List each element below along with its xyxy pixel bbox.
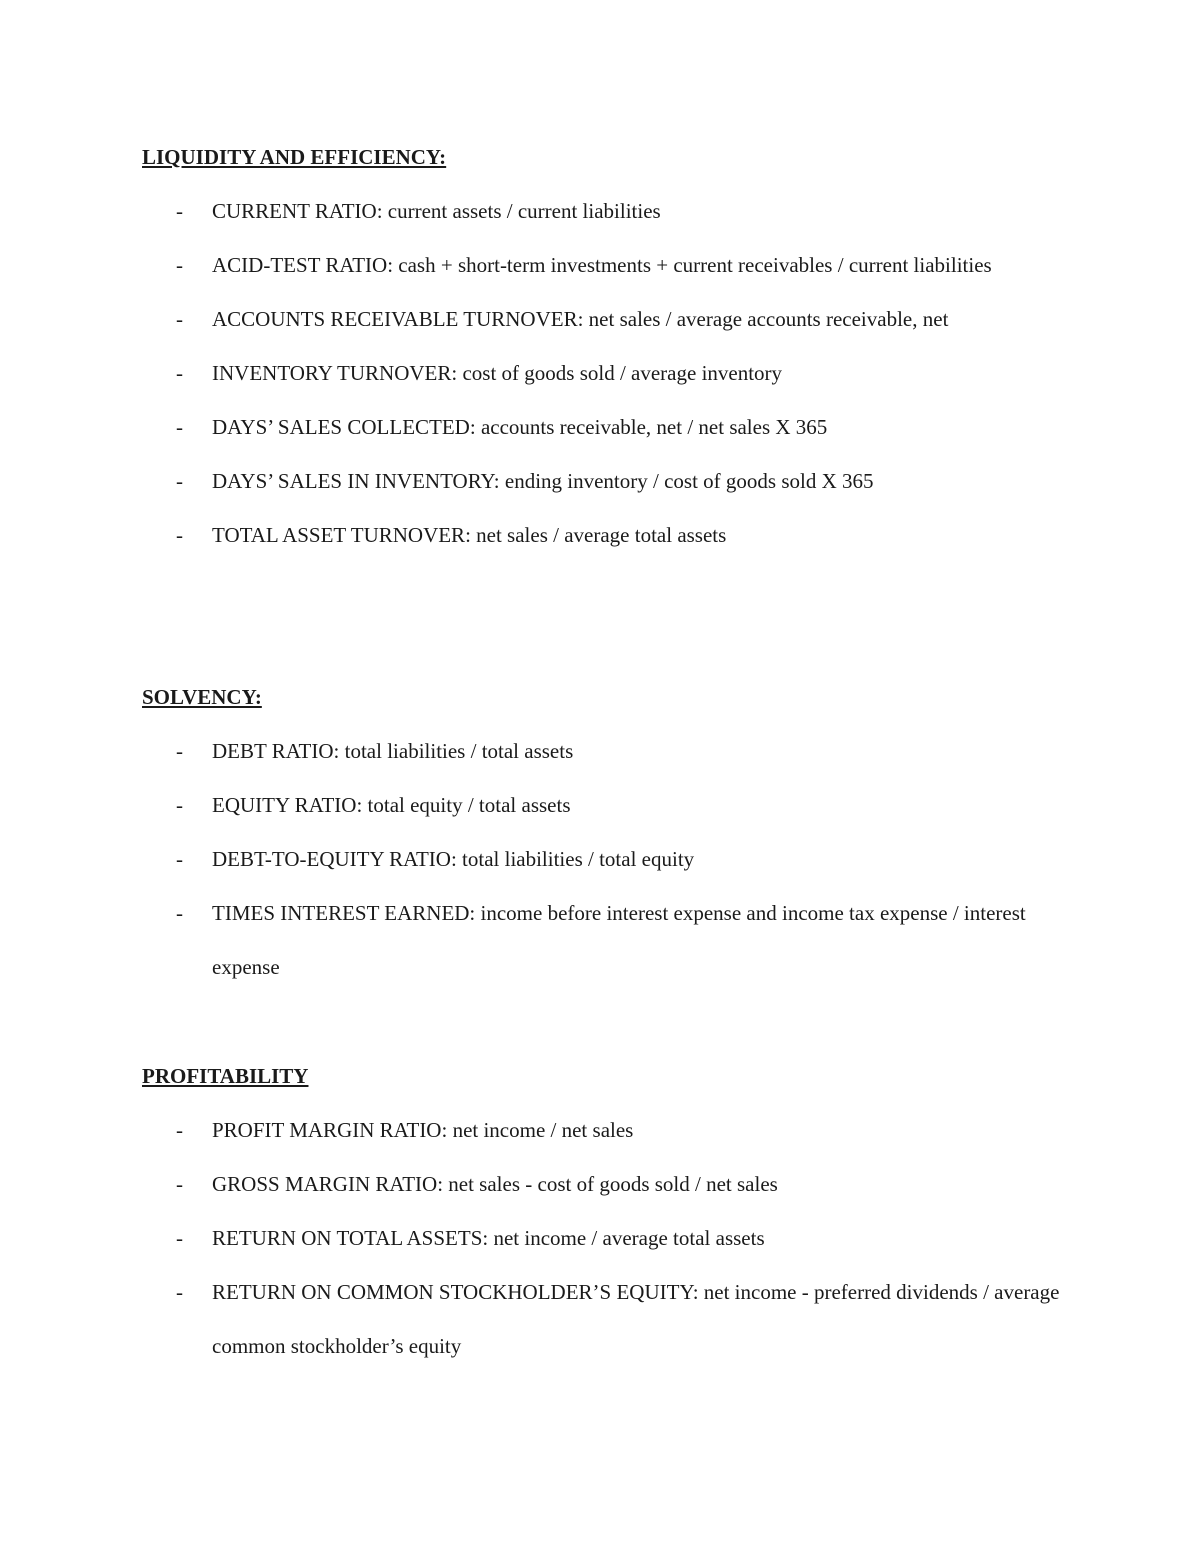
- list-item: [142, 400, 1062, 454]
- bullet-dash: -: [176, 415, 183, 439]
- item-formula: total liabilities / total equity: [462, 847, 695, 871]
- list-item: [142, 724, 1062, 778]
- item-formula: income before interest expense and income tax expense / interest expense: [212, 901, 1026, 979]
- item-term: TIMES INTEREST EARNED:: [212, 901, 476, 925]
- item-term: EQUITY RATIO:: [212, 793, 363, 817]
- item-formula: total liabilities / total assets: [344, 739, 574, 763]
- item-formula: net sales / average accounts receivable, net: [588, 307, 949, 331]
- section-solvency: [142, 670, 1082, 994]
- bullet-dash: -: [176, 739, 183, 763]
- item-term: GROSS MARGIN RATIO:: [212, 1172, 444, 1196]
- item-formula: accounts receivable, net / net sales X 365: [480, 415, 828, 439]
- item-term: INVENTORY TURNOVER:: [212, 361, 458, 385]
- bullet-dash: -: [176, 253, 183, 277]
- item-term: RETURN ON TOTAL ASSETS:: [212, 1226, 489, 1250]
- item-term: DAYS’ SALES COLLECTED:: [212, 415, 476, 439]
- formula-list: [142, 184, 1082, 562]
- bullet-dash: -: [176, 1172, 183, 1196]
- item-term: RETURN ON COMMON STOCKHOLDER’S EQUITY:: [212, 1280, 699, 1304]
- formula-list: [142, 1103, 1082, 1373]
- item-formula: net income - preferred dividends / average common stockholder’s equity: [212, 1280, 1060, 1358]
- bullet-dash: -: [176, 361, 183, 385]
- section-title: LIQUIDITY AND EFFICIENCY:: [142, 145, 447, 169]
- item-term: CURRENT RATIO:: [212, 199, 383, 223]
- item-formula: ending inventory / cost of goods sold X 365: [504, 469, 874, 493]
- section-title: SOLVENCY:: [142, 685, 262, 709]
- list-item: [142, 1157, 1062, 1211]
- bullet-dash: -: [176, 199, 183, 223]
- item-term: DAYS’ SALES IN INVENTORY:: [212, 469, 500, 493]
- item-formula: total equity / total assets: [367, 793, 571, 817]
- item-formula: net income / average total assets: [493, 1226, 765, 1250]
- list-item: [142, 346, 1062, 400]
- bullet-dash: -: [176, 793, 183, 817]
- item-term: ACID-TEST RATIO:: [212, 253, 394, 277]
- item-formula: net sales - cost of goods sold / net sales: [448, 1172, 778, 1196]
- item-formula: net income / net sales: [452, 1118, 634, 1142]
- item-formula: cost of goods sold / average inventory: [462, 361, 783, 385]
- list-item: [142, 184, 1062, 238]
- list-item: [142, 1265, 1062, 1373]
- bullet-dash: -: [176, 1118, 183, 1142]
- item-term: DEBT RATIO:: [212, 739, 340, 763]
- bullet-dash: -: [176, 1280, 183, 1304]
- list-item: [142, 238, 1062, 292]
- formula-list: [142, 724, 1082, 994]
- item-term: TOTAL ASSET TURNOVER:: [212, 523, 471, 547]
- item-term: ACCOUNTS RECEIVABLE TURNOVER:: [212, 307, 584, 331]
- list-item: [142, 886, 1062, 994]
- bullet-dash: -: [176, 901, 183, 925]
- list-item: [142, 1211, 1062, 1265]
- section-profitability: [142, 1049, 1082, 1373]
- list-item: [142, 778, 1062, 832]
- list-item: [142, 292, 1062, 346]
- bullet-dash: -: [176, 469, 183, 493]
- list-item: [142, 508, 1062, 562]
- item-formula: net sales / average total assets: [476, 523, 727, 547]
- bullet-dash: -: [176, 1226, 183, 1250]
- section-title: PROFITABILITY: [142, 1064, 309, 1088]
- item-formula: current assets / current liabilities: [387, 199, 661, 223]
- item-term: PROFIT MARGIN RATIO:: [212, 1118, 448, 1142]
- item-term: DEBT-TO-EQUITY RATIO:: [212, 847, 457, 871]
- list-item: [142, 1103, 1062, 1157]
- bullet-dash: -: [176, 523, 183, 547]
- list-item: [142, 832, 1062, 886]
- list-item: [142, 454, 1062, 508]
- bullet-dash: -: [176, 847, 183, 871]
- bullet-dash: -: [176, 307, 183, 331]
- section-liquidity-and-efficiency: [142, 130, 1082, 562]
- item-formula: cash + short-term investments + current receivables / current liabilities: [398, 253, 992, 277]
